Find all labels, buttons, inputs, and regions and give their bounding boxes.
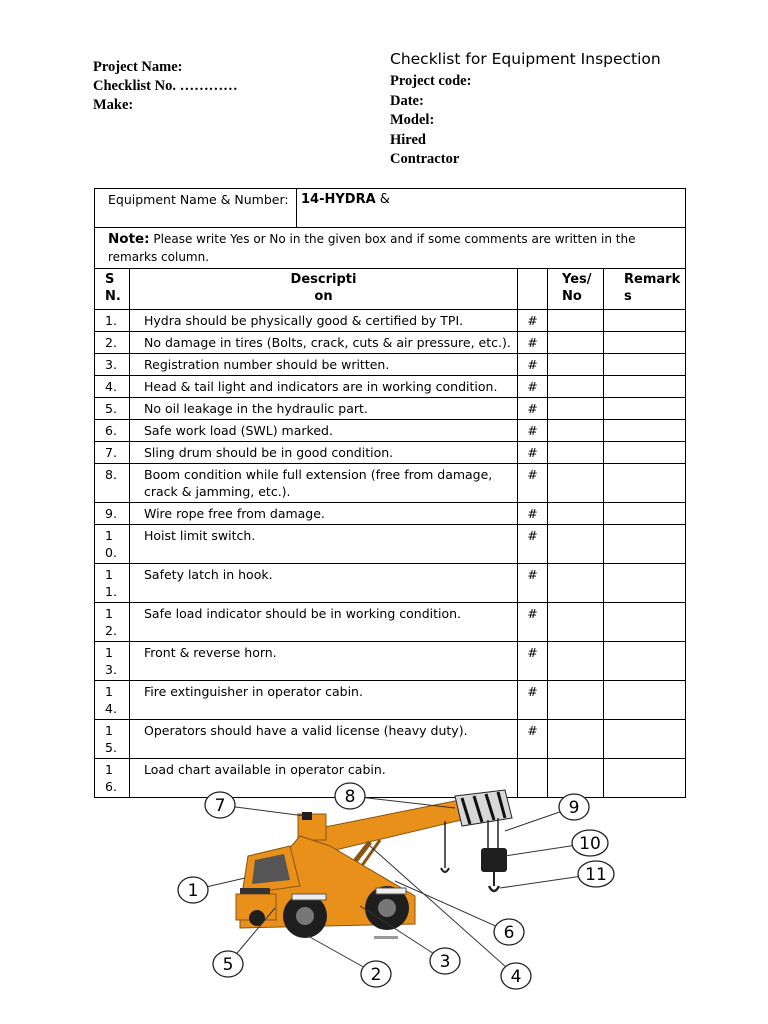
row-remarks-cell[interactable] <box>604 354 686 376</box>
row-remarks-cell[interactable] <box>604 442 686 464</box>
header-right <box>390 50 661 170</box>
equipment-value-cell[interactable] <box>297 189 686 228</box>
project-name-label: Project Name: <box>93 59 183 75</box>
row-mark: # <box>518 332 548 354</box>
row-sn: 8. <box>95 464 130 503</box>
table-row <box>95 442 686 464</box>
row-sn: 3. <box>95 354 130 376</box>
row-sn: 1. <box>95 310 130 332</box>
row-mark: # <box>518 503 548 525</box>
row-description: Load chart available in operator cabin. <box>130 759 518 798</box>
row-mark: # <box>518 564 548 603</box>
row-yes-no-cell[interactable] <box>548 503 604 525</box>
row-yes-no-cell[interactable] <box>548 332 604 354</box>
col-header-yes-no <box>548 269 604 310</box>
col-header-blank <box>518 269 548 310</box>
note-label: Note: <box>108 231 150 247</box>
row-remarks-cell[interactable] <box>604 332 686 354</box>
table-row <box>95 310 686 332</box>
row-description: No damage in tires (Bolts, crack, cuts & air pressure, etc.). <box>130 332 518 354</box>
row-sn: 5. <box>95 398 130 420</box>
callout-number: 6 <box>503 923 515 943</box>
table-row <box>95 525 686 564</box>
row-description: Operators should have a valid license (heavy duty). <box>130 720 518 759</box>
equipment-value: 14-HYDRA <box>301 192 376 207</box>
row-description: Boom condition while full extension (free from damage, crack & jamming, etc.). <box>130 464 518 503</box>
row-sn: 6. <box>95 420 130 442</box>
row-sn: 1 4. <box>95 681 130 720</box>
document-title: Checklist for Equipment Inspection <box>390 50 661 68</box>
note-text: Please write Yes or No in the given box and if some comments are written in the remarks column. <box>108 232 636 264</box>
col-header-remarks-text: Remark s <box>624 272 681 304</box>
row-description: Fire extinguisher in operator cabin. <box>130 681 518 720</box>
row-sn: 1 1. <box>95 564 130 603</box>
row-mark: # <box>518 681 548 720</box>
row-sn: 1 3. <box>95 642 130 681</box>
row-description: No oil leakage in the hydraulic part. <box>130 398 518 420</box>
table-row <box>95 720 686 759</box>
row-sn: 1 5. <box>95 720 130 759</box>
note-cell <box>95 228 686 269</box>
col-header-remarks <box>604 269 686 310</box>
callout-leader-line <box>350 796 455 808</box>
contractor-label: Contractor <box>390 151 460 167</box>
row-mark: # <box>518 376 548 398</box>
row-description: Safe load indicator should be in working condition. <box>130 603 518 642</box>
row-mark: # <box>518 464 548 503</box>
equipment-label: Equipment Name & Number: <box>95 189 297 228</box>
note-row <box>95 228 686 269</box>
row-description: Wire rope free from damage. <box>130 503 518 525</box>
row-yes-no-cell[interactable] <box>548 564 604 603</box>
row-yes-no-cell[interactable] <box>548 420 604 442</box>
row-yes-no-cell[interactable] <box>548 442 604 464</box>
column-header-row <box>95 269 686 310</box>
row-mark: # <box>518 603 548 642</box>
row-mark: # <box>518 420 548 442</box>
row-description: Hydra should be physically good & certified by TPI. <box>130 310 518 332</box>
row-yes-no-cell[interactable] <box>548 464 604 503</box>
callout-number: 10 <box>579 834 601 854</box>
table-row <box>95 376 686 398</box>
callout-number: 9 <box>568 798 580 818</box>
row-sn: 2. <box>95 332 130 354</box>
col-header-description <box>130 269 518 310</box>
row-description: Registration number should be written. <box>130 354 518 376</box>
row-remarks-cell[interactable] <box>604 398 686 420</box>
callout-number: 7 <box>214 796 226 816</box>
row-mark: # <box>518 442 548 464</box>
table-row <box>95 642 686 681</box>
row-description: Front & reverse horn. <box>130 642 518 681</box>
row-remarks-cell[interactable] <box>604 503 686 525</box>
table-row <box>95 332 686 354</box>
col-header-description-text: Descripti on <box>290 272 357 304</box>
table-row <box>95 464 686 503</box>
row-remarks-cell[interactable] <box>604 310 686 332</box>
row-sn: 9. <box>95 503 130 525</box>
row-remarks-cell[interactable] <box>604 642 686 681</box>
row-remarks-cell[interactable] <box>604 464 686 503</box>
date-label: Date: <box>390 92 424 109</box>
row-remarks-cell[interactable] <box>604 720 686 759</box>
row-yes-no-cell[interactable] <box>548 642 604 681</box>
row-description: Head & tail light and indicators are in working condition. <box>130 376 518 398</box>
row-sn: 4. <box>95 376 130 398</box>
callout-number: 2 <box>370 965 382 985</box>
row-sn: 7. <box>95 442 130 464</box>
row-remarks-cell[interactable] <box>604 525 686 564</box>
row-yes-no-cell[interactable] <box>548 603 604 642</box>
row-mark: # <box>518 720 548 759</box>
col-header-sn: S N. <box>95 269 130 310</box>
table-row <box>95 503 686 525</box>
row-remarks-cell[interactable] <box>604 420 686 442</box>
equipment-row <box>95 189 686 228</box>
table-row <box>95 603 686 642</box>
row-mark: # <box>518 310 548 332</box>
row-remarks-cell[interactable] <box>604 681 686 720</box>
callout-number: 4 <box>510 967 522 987</box>
row-sn: 1 2. <box>95 603 130 642</box>
row-description: Safe work load (SWL) marked. <box>130 420 518 442</box>
row-yes-no-cell[interactable] <box>548 398 604 420</box>
table-row <box>95 398 686 420</box>
header-left <box>93 58 238 115</box>
row-sn: 1 0. <box>95 525 130 564</box>
project-code-label: Project code: <box>390 73 472 89</box>
row-remarks-cell[interactable] <box>604 603 686 642</box>
table-row <box>95 681 686 720</box>
row-yes-no-cell[interactable] <box>548 354 604 376</box>
col-header-yes-no-text: Yes/ No <box>562 272 592 304</box>
row-yes-no-cell[interactable] <box>548 720 604 759</box>
crane-diagram <box>0 776 768 1016</box>
table-row <box>95 564 686 603</box>
row-yes-no-cell[interactable] <box>548 310 604 332</box>
row-description: Safety latch in hook. <box>130 564 518 603</box>
table-row <box>95 354 686 376</box>
row-mark: # <box>518 642 548 681</box>
row-yes-no-cell[interactable] <box>548 525 604 564</box>
row-mark: # <box>518 525 548 564</box>
row-mark: # <box>518 398 548 420</box>
row-remarks-cell[interactable] <box>604 376 686 398</box>
callout-number: 5 <box>222 955 234 975</box>
row-description: Hoist limit switch. <box>130 525 518 564</box>
callout-number: 3 <box>439 952 451 972</box>
row-description: Sling drum should be in good condition. <box>130 442 518 464</box>
checklist-no-label: Checklist No. ………… <box>93 78 238 94</box>
row-yes-no-cell[interactable] <box>548 681 604 720</box>
row-remarks-cell[interactable] <box>604 564 686 603</box>
row-yes-no-cell[interactable] <box>548 376 604 398</box>
equipment-value-suffix: & <box>375 192 390 207</box>
callout-number: 1 <box>187 881 199 901</box>
inspection-table <box>94 188 686 798</box>
table-row <box>95 420 686 442</box>
row-mark: # <box>518 354 548 376</box>
make-label: Make: <box>93 97 134 113</box>
row-sn: 1 6. <box>95 759 130 798</box>
callout-number: 11 <box>585 865 607 885</box>
hired-label: Hired <box>390 131 426 148</box>
model-label: Model: <box>390 112 435 128</box>
callout-number: 8 <box>344 787 356 807</box>
